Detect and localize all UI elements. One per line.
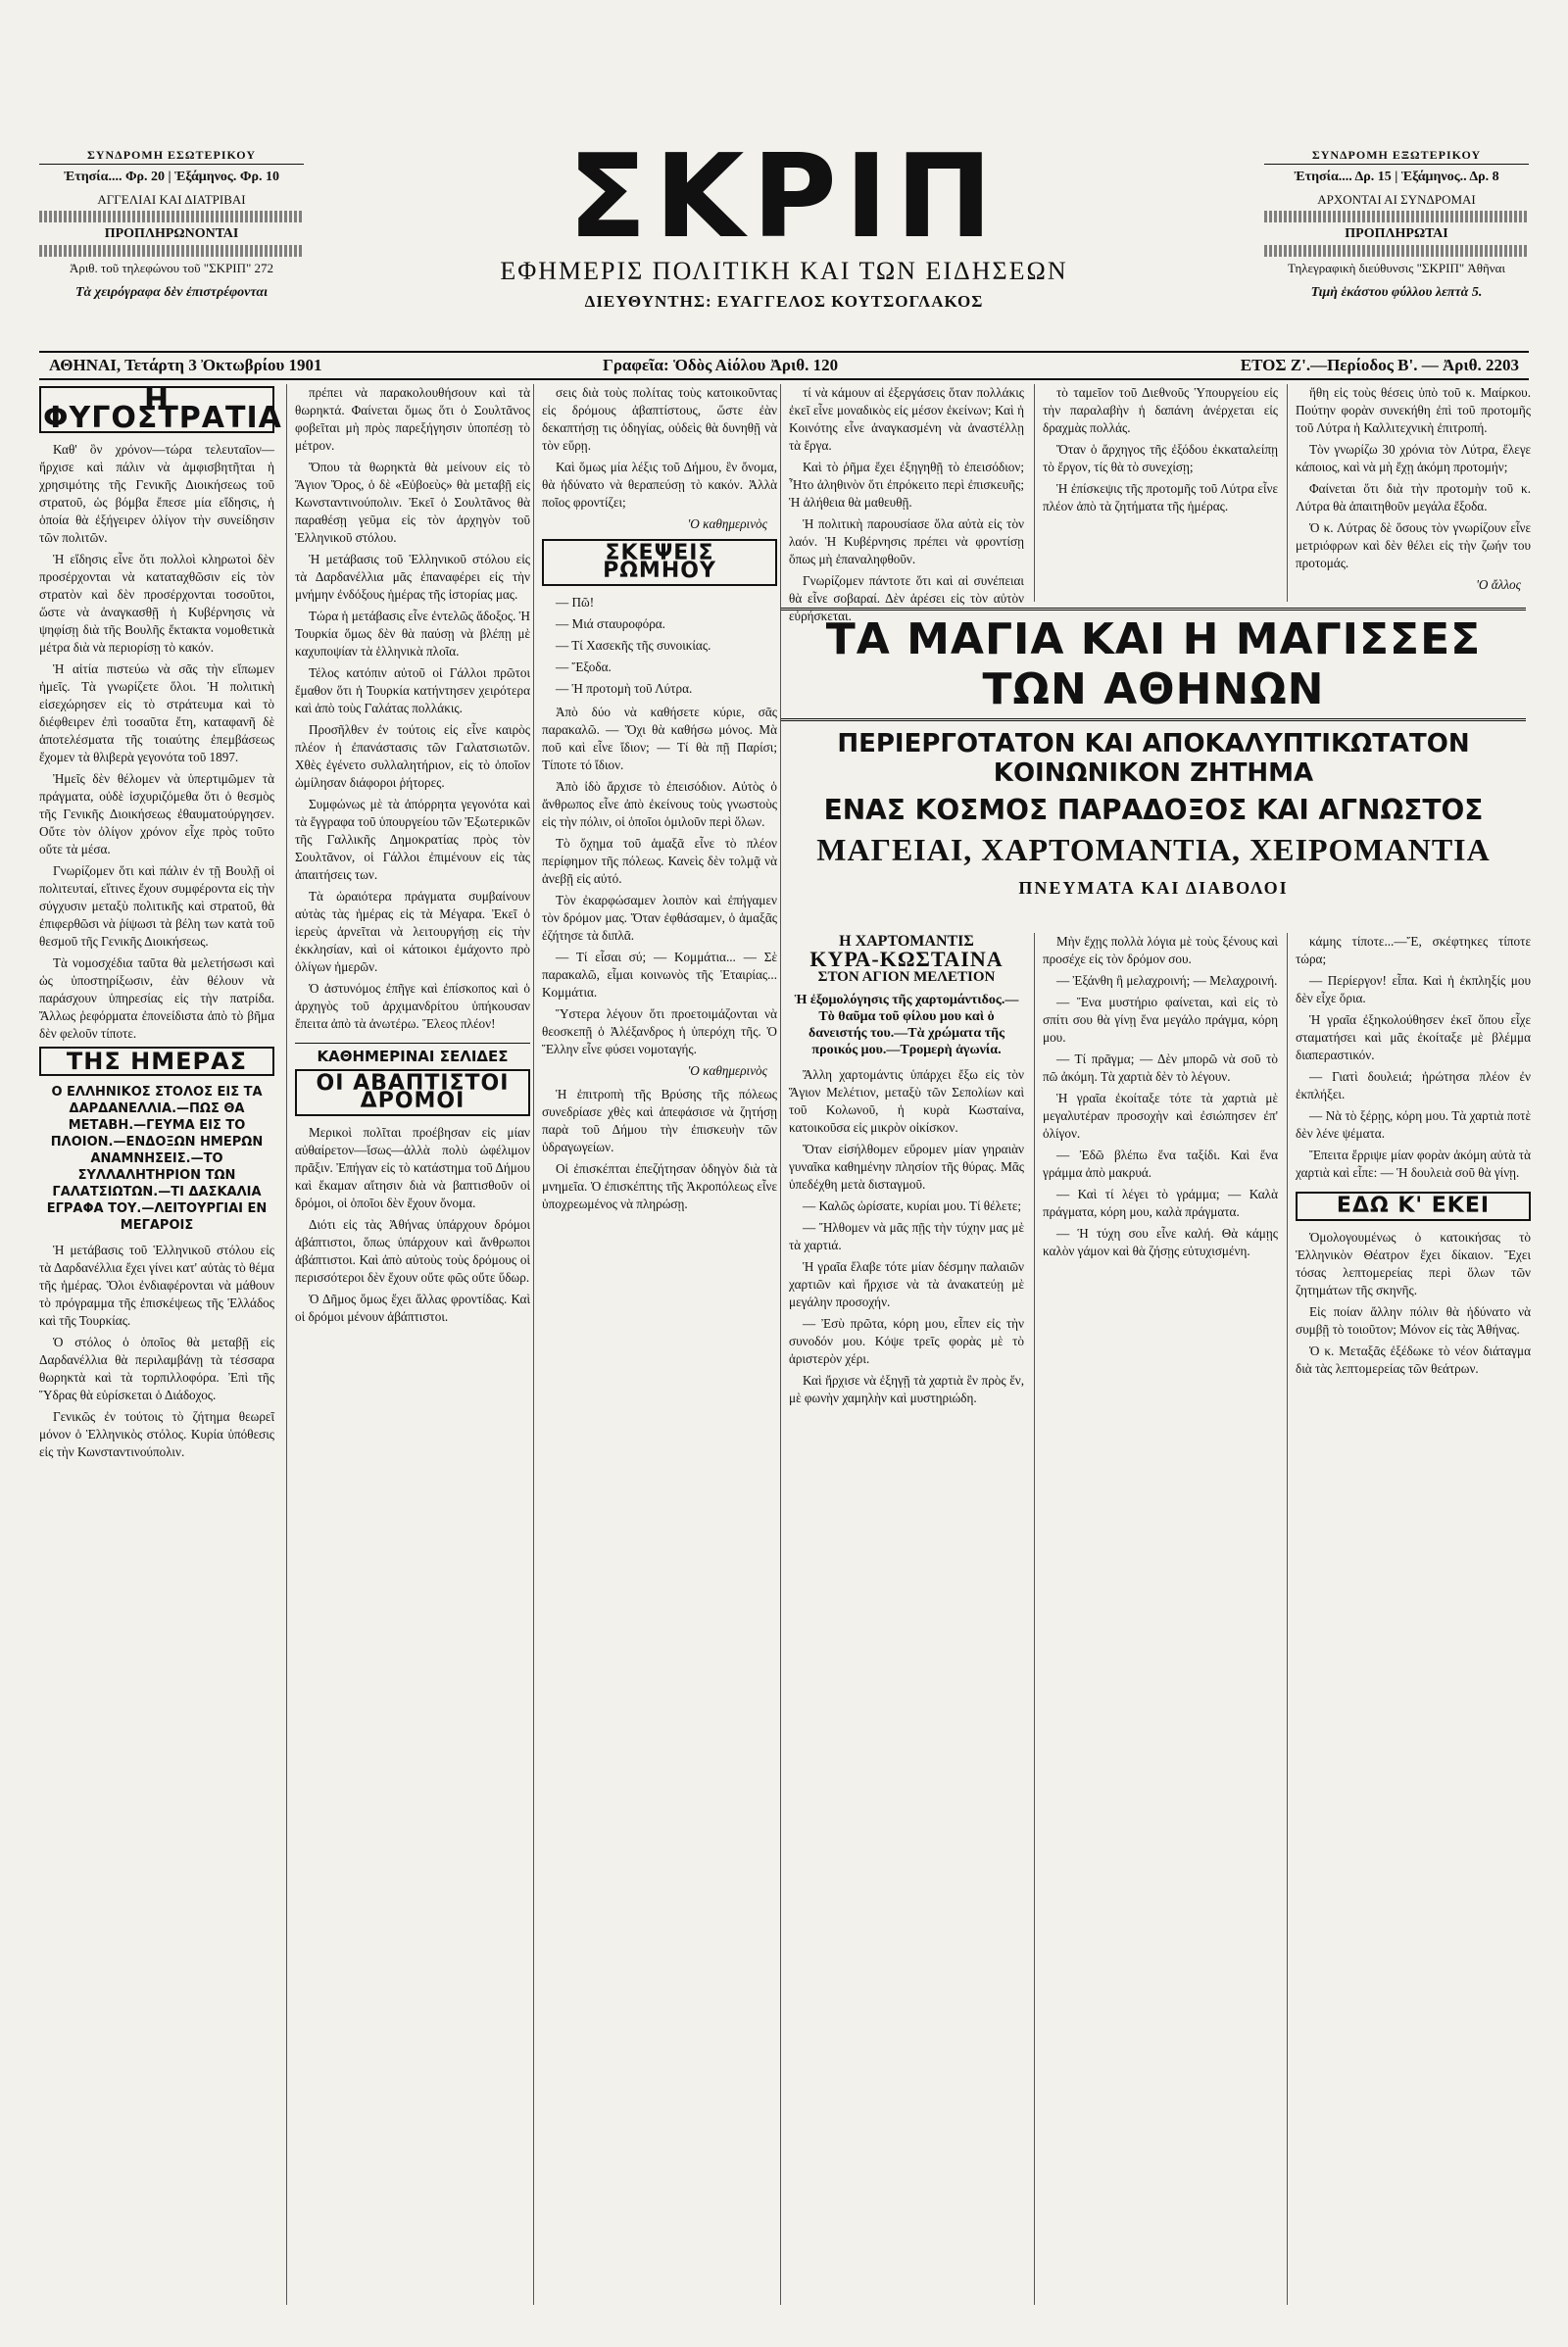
paragraph: Ἡ πολιτικὴ παρουσίασε ὅλα αὐτὰ εἰς τὸν λαόν. Ἡ Κυβέρνησις πρέπει νὰ φροντίσῃ ὅπως μὴ ἐπαναληφθοῦν. (789, 516, 1024, 566)
section-kathimerinai: ΚΑΘΗΜΕΡΙΝΑΙ ΣΕΛΙΔΕΣ (295, 1043, 530, 1065)
paragraph: Ἀπὸ δύο νὰ καθήσετε κύριε, σᾶς παρακαλῶ. — Ὄχι θὰ καθήσω μόνος. Μὰ ποῦ καὶ εἶνε ἴδιον; — Τί θὰ πῇ Παρίσι; Τίποτε τό ἴδιον. (542, 705, 777, 772)
paragraph: Καθ' ὃν χρόνον—τώρα τελευταῖον—ἤρχισε καὶ πάλιν νὰ ἀμφισβητῆται ἡ χρησιμότης τῆς Γενικῆς Διοικήσεως τοῦ στρατοῦ, ὡς βόμβα ἔπεσε μία εἴδησις, ἡ ὁποία θὰ ἐξήγειρεν ὀλίγον τὴν συνείδησιν τῶν πολιτῶν. (39, 442, 274, 545)
paragraph: Καὶ τὸ ῥῆμα ἔχει ἐξηγηθῇ τὸ ἐπεισόδιον; Ἦτο ἀληθινὸν ὅτι ἐπρόκειτο περὶ ἐπισκευῆς; Ἡ ἀλήθεια θὰ μαθευθῇ. (789, 460, 1024, 510)
column-3 (533, 384, 785, 2305)
office-address: Γραφεῖα: Ὁδὸς Αἰόλου Ἀριθ. 120 (603, 356, 839, 374)
left-ear-address: Ἀριθ. τοῦ τηλεφώνου τοῦ "ΣΚΡΙΠ" 272 (69, 261, 274, 275)
paragraph: Ἡ μετάβασις τοῦ Ἑλληνικοῦ στόλου εἰς τὰ Δαρδανέλλια μᾶς ἐπαναφέρει εἰς τὴν μνήμην ἐνδόξους ἡμέρας τῆς ἱστορίας μας. (295, 552, 530, 602)
right-ear (1264, 147, 1529, 301)
paragraph: — Νὰ τὸ ξέρῃς, κόρη μου. Τὰ χαρτιὰ ποτὲ δὲν λένε ψέματα. (1296, 1108, 1531, 1141)
paragraph: Ἠμεῖς δὲν θέλομεν νὰ ὑπερτιμῶμεν τὰ πράγματα, οὐδὲ ἰσχυριζόμεθα ὅτι ὁ θεσμὸς τῆς Γενικῆς Διοικήσεως ἐθαυματούργησεν. Οὔτε τὸν ὀλίγον χρόνον εἶχε πρὸς τοῦτο οὔτε τὰ μέσα. (39, 771, 274, 856)
paragraph: Γενικῶς ἐν τούτοις τὸ ζήτημα θεωρεῖ μόνον ὁ Ἑλληνικὸς στόλος. Κυρία ὑπόθεσις εἰς τὴν Κωνσταντινούπολιν. (39, 1409, 274, 1459)
left-ear-footer: Τὰ χειρόγραφα δὲν ἐπιστρέφονται (74, 285, 269, 300)
column-4-top (789, 384, 1024, 623)
paragraph: Ἡ γραῖα ἔλαβε τότε μίαν δέσμην παλαιῶν χαρτιῶν καὶ ἤρχισε νὰ τὰ ἀνακατεύῃ μὲ μεγάλην προσοχήν. (789, 1259, 1024, 1309)
signature: 'Ο καθημερινὸς (687, 1063, 767, 1078)
paragraph: — Τί πρᾶγμα; — Δὲν μπορῶ νὰ σοῦ τὸ πῶ ἀκόμη. Τὰ χαρτιὰ δὲν τὸ λέγουν. (1043, 1051, 1278, 1084)
feature-subtitle-2: ΕΝΑΣ ΚΟΣΜΟΣ ΠΑΡΑΔΟΞΟΣ ΚΑΙ ΑΓΝΩΣΤΟΣ (823, 794, 1484, 826)
paragraph: Διότι εἰς τὰς Ἀθήνας ὑπάρχουν δρόμοι ἀβάπτιστοι, ὅπως ὑπάρχουν καὶ ἄνθρωποι ἀβάπτιστοι. Καὶ ἀπὸ αὐτοὺς τοὺς δρόμους οἱ περισσότεροι δὲν ἔχουν οὔτε φῶς οὔτε ὕδωρ. (295, 1217, 530, 1285)
columns (39, 384, 1529, 2305)
headline-avaptistoi-dromoi: ΟΙ ΑΒΑΠΤΙΣΤΟΙ ΔΡΟΜΟΙ (295, 1069, 530, 1116)
paragraph: Ἡ μετάβασις τοῦ Ἑλληνικοῦ στόλου εἰς τὰ Δαρδανέλλια ἔχει γίνει κατ' αὐτὰς τὸ θέμα τῆς ἡμέρας. Ὅλοι ἐνδιαφέρονται νὰ μάθουν τὸ πρόγραμμα τῆς ἐπισκέψεως τῆς Ἑλλάδος καὶ τῆς Τουρκίας. (39, 1243, 274, 1328)
headline-skepseis-romiou: ΣΚΕΨΕΙΣ ΡΩΜΗΟΥ (542, 539, 777, 586)
paragraph: Ὁμολογουμένως ὁ κατοικήσας τὸ Ἑλληνικὸν Θέατρον ἔχει δίκαιον. Ἔχει τόσας λεπτομερείας περὶ ὅλων τῶν ζητημάτων τῆς σκηνῆς. (1296, 1230, 1531, 1297)
paragraph: πρέπει νὰ παρακολουθήσουν καὶ τὰ θωρηκτά. Φαίνεται ὅμως ὅτι ὁ Σουλτᾶνος φοβεῖται μὴ πρὸς παρεξήγησιν ὑποπέσῃ τὸ μέτρον. (295, 385, 530, 453)
signature: 'Ο ἄλλος (1476, 577, 1521, 592)
feature-column-2 (1034, 933, 1278, 2305)
left-ear-heading: ΣΥΝΔΡΟΜΗ ΕΣΩΤΕΡΙΚΟΥ (39, 147, 304, 165)
paragraph: — Ἐσὺ πρῶτα, κόρη μου, εἶπεν εἰς τὴν συνοδόν μου. Κόψε τρεῖς φορὰς μὲ τὸ ἀριστερὸν χέρι. (789, 1316, 1024, 1366)
headline-edo-k-ekei: ΕΔΩ Κ' ΕΚΕΙ (1296, 1192, 1531, 1221)
right-ear-notice2: ΠΡΟΠΛΗΡΩΤΑΙ (1345, 226, 1448, 241)
dateline (39, 351, 1529, 380)
headline-fygostratia: Η ΦΥΓΟΣΤΡΑΤΙΑ (39, 386, 274, 433)
paragraph: Τὸν γνωρίζω 30 χρόνια τὸν Λύτρα, ἔλεγε κάποιος, καὶ νὰ μὴ ἔχῃ ἀκόμη προτομήν; (1296, 442, 1531, 474)
paragraph: Ἀπὸ ἰδὸ ἄρχισε τὸ ἐπεισόδιον. Αὐτὸς ὁ ἄνθρωπος εἶνε ἀπὸ ἐκείνους τοὺς γνωστοὺς εἰς τὴν πόλιν, οἱ ὁποῖοι ὁμιλοῦν περὶ ὅλων. (542, 779, 777, 829)
paragraph: Καὶ ἤρχισε νὰ ἐξηγῇ τὰ χαρτιὰ ἓν πρὸς ἕν, μὲ φωνὴν χαμηλὴν καὶ μυστηριώδη. (789, 1373, 1024, 1405)
paragraph: Εἰς ποίαν ἄλλην πόλιν θὰ ἠδύνατο νὰ συμβῇ τὸ τοιοῦτον; Μόνον εἰς τὰς Ἀθήνας. (1296, 1304, 1531, 1337)
right-ear-notice1: ΑΡΧΟΝΤΑΙ ΑΙ ΣΥΝΔΡΟΜΑΙ (1317, 192, 1476, 207)
paragraph: Μὴν ἔχῃς πολλὰ λόγια μὲ τοὺς ξένους καὶ προσέχε εἰς τὸν δρόμον σου. (1043, 934, 1278, 966)
paragraph: τὸ ταμεῖον τοῦ Διεθνοῦς Ὑπουργείου εἰς τὴν παραλαβὴν ἡ δαπάνη ἀνέρχεται εἰς δραχμὰς πολλάς. (1043, 385, 1278, 435)
paragraph: Ὕστερα λέγουν ὅτι προετοιμάζονται νὰ θεοσκεπῇ ὁ Ἀλέξανδρος ἡ ὑπερόχη τῆς. Ὁ Ἕλλην εἶνε φύσει νομοταγής. (542, 1006, 777, 1056)
paragraph: Προσῆλθεν ἐν τούτοις εἰς εἶνε καιρὸς πλέον ἡ ἐπανάστασις τῶν Γαλατσιωτῶν. Χθὲς ἐγένετο συλλαλητήριον, εἰς τὸ ὁποῖον ὡμίλησαν διάφοροι ῥήτορες. (295, 722, 530, 790)
paragraph: Ὁ κ. Μεταξᾶς ἐξέδωκε τὸ νέον διάταγμα διὰ τὰς λεπτομερείας τῶν θεάτρων. (1296, 1344, 1531, 1376)
right-ear-fineprint2 (1264, 245, 1529, 257)
paragraph: σεις διὰ τοὺς πολίτας τοὺς κατοικοῦντας εἰς δρόμους ἀβαπτίστους, ὥστε ἐὰν δεκαπτήσῃ τις ὁδηγίας, οὐδεὶς θὰ δυνηθῇ νὰ τὸν εὕρῃ. (542, 385, 777, 453)
dialogue-line: — Μιά σταυροφόρα. (556, 616, 665, 631)
section-deck: Ο ΕΛΛΗΝΙΚΟΣ ΣΤΟΛΟΣ ΕΙΣ ΤΑ ΔΑΡΔΑΝΕΛΛΙΑ.—ΠΩΣ ΘΑ ΜΕΤΑΒΗ.—ΓΕΥΜΑ ΕΙΣ ΤΟ ΠΛΟΙΟΝ.—ΕΝΔΟΞΩΝ ΗΜΕΡΩΝ ΑΝΑΜΝΗΣΕΙΣ.—ΤΟ ΣΥΛΛΑΛΗΤΗΡΙΟΝ ΤΩΝ ΓΑΛΑΤΣΙΩΤΩΝ.—ΤΙ ΔΑΣΚΑΛΙΑ ΕΓΡΑΦΑ ΤΟΥ.—ΛΕΙΤΟΥΡΓΙΑΙ ΕΝ ΜΕΓΑΡΟΙΣ (46, 1085, 268, 1233)
dialogue-line: — Πῶ! (556, 595, 595, 610)
feature-subtitle-3: ΜΑΓΕΙΑΙ, ΧΑΡΤΟΜΑΝΤΙΑ, ΧΕΙΡΟΜΑΝΤΙΑ (816, 832, 1491, 867)
feature-banner (781, 608, 1526, 899)
right-ear-fineprint (1264, 211, 1529, 222)
paragraph: Ὅταν εἰσήλθομεν εὕρομεν μίαν γηραιὰν γυναῖκα καθημένην πλησίον τῆς θύρας. Μᾶς ὑπεδέχθη μετὰ δισταγμοῦ. (789, 1142, 1024, 1192)
paragraph: Καὶ ὅμως μία λέξις τοῦ Δήμου, ἓν ὄνομα, θὰ ἠδύνατο νὰ θεραπεύσῃ τὸ κακόν. Ἀλλὰ ποῖος φροντίζει; (542, 460, 777, 510)
paragraph: Ὁ κ. Λύτρας δὲ ὅσους τὸν γνωρίζουν εἶνε μετριόφρων καὶ δὲν θέλει εἰς τὴν ζωήν του προτομάς. (1296, 520, 1531, 570)
paragraph: — Καὶ τί λέγει τὸ γράμμα; — Καλὰ πράγματα, κόρη μου, καλὰ πράγματα. (1043, 1187, 1278, 1219)
dialogue-line: — Ἡ προτομὴ τοῦ Λύτρα. (556, 681, 693, 696)
paragraph: — Ἡ τύχη σου εἶνε καλή. Θὰ κάμῃς καλὸν γάμον καὶ θὰ ζήσῃς εὐτυχισμένη. (1043, 1226, 1278, 1258)
column-2 (286, 384, 538, 2305)
paragraph: Ἡ εἴδησις εἶνε ὅτι πολλοὶ κληρωτοὶ δὲν προσέρχονται νὰ καταταχθῶσιν εἰς τὸν στρατὸν καὶ δὲν προσέρχονται τοσοῦτοι, ὥστε νὰ ἀναγκασθῇ ἡ Κυβέρνησις νὰ ψηφίσῃ διὰ τῆς Βουλῆς ἔκτακτα νομοθετικὰ μέτρα διὰ νὰ περιορίσῃ τὸ κακόν. (39, 552, 274, 655)
paragraph: — Καλῶς ὡρίσατε, κυρίαι μου. Τί θέλετε; (803, 1198, 1022, 1213)
paragraph: — Ἐξάνθη ἢ μελαχροινή; — Μελαχροινή. (1056, 973, 1278, 988)
left-ear (39, 147, 304, 301)
paragraph: Ὁ ἀστυνόμος ἐπῆγε καὶ ἐπίσκοπος καὶ ὁ ἀρχηγὸς τοῦ ἀρχιμανδρίτου ὑπήκουσαν ἔπειτα ἀπὸ τὰ ἀνωτέρω. Ἔλεος πλέον! (295, 981, 530, 1031)
column-5-top (1034, 384, 1278, 602)
paragraph: — Ἤλθομεν νὰ μᾶς πῇς τὴν τύχην μας μὲ τὰ χαρτιά. (789, 1220, 1024, 1252)
paragraph: Συμφώνως μὲ τὰ ἀπόρρητα γεγονότα καὶ τὰ ἔγγραφα τοῦ ὑπουργείου τῶν Ἐξωτερικῶν τῆς Γαλλικῆς Δημοκρατίας πρὸς τὸν Σουλτᾶνον, οἱ Γάλλοι ἐπιμένουν εἰς τὰς ἀπαιτήσεις των. (295, 797, 530, 882)
paragraph: — Περίεργον! εἶπα. Καὶ ἡ ἐκπληξίς μου δὲν εἶχε ὅρια. (1296, 973, 1531, 1005)
paragraph: Ἡ ἐπίσκεψις τῆς προτομῆς τοῦ Λύτρα εἶνε πλέον ἀπὸ τὰ ζητήματα τῆς ἡμέρας. (1043, 481, 1278, 513)
feature-title: ΤΑ ΜΑΓΙΑ ΚΑΙ Η ΜΑΓΙΣΣΕΣ ΤΩΝ ΑΘΗΝΩΝ (781, 608, 1526, 721)
paragraph: — Ἐδῶ βλέπω ἕνα ταξίδι. Καὶ ἕνα γράμμα ἀπὸ μακρυά. (1043, 1148, 1278, 1180)
paragraph: Ἡ αἰτία πιστεύω νὰ σᾶς τὴν εἴπωμεν ἠμεῖς. Τὰ γνωρίζετε ὅλοι. Ἡ πολιτικὴ εἰσεχώρησεν εἰς τὸ στράτευμα καὶ τὸ διέφθειρεν ἐπὶ τοσαῦτα ἔτη, καταφανῆ δὲ ἀποτελέσματα τῆς τοιαύτης ἐπεμβάσεως ἔχομεν τὰ θλιβερὰ γεγονότα τοῦ 1897. (39, 661, 274, 764)
director-line: ΔΙΕΥΘΥΝΤΗΣ: ΕΥΑΓΓΕΛΟΣ ΚΟΥΤΣΟΓΛΑΚΟΣ (584, 292, 984, 311)
right-ear-footer: Τιμὴ ἑκάστου φύλλου λεπτὰ 5. (1310, 285, 1483, 300)
feature-h2: ΚΥΡΑ-ΚΩΣΤΑΙΝΑ (809, 947, 1004, 971)
paragraph: Ἡ ἐπιτροπὴ τῆς Βρύσης τῆς πόλεως συνεδρίασε χθὲς καὶ ἀπεφάσισε νὰ ζητήσῃ παρὰ τοῦ Δήμου τὴν ἐπισκευὴν τῶν ὑδραγωγείων. (542, 1087, 777, 1154)
paragraph: Ὁ στόλος ὁ ὁποῖος θὰ μεταβῇ εἰς Δαρδανέλλια θὰ περιλαμβάνῃ τὰ τέσσαρα θωρηκτὰ καὶ τὰ τορπιλλοφόρα. Ἐπὶ τῆς Ὕδρας θὰ εὑρίσκεται ὁ Διάδοχος. (39, 1335, 274, 1402)
section-tis-imeras: ΤΗΣ ΗΜΕΡΑΣ (39, 1047, 274, 1076)
paragraph: Ἡ γραῖα ἐκοίταξε τότε τὰ χαρτιὰ μὲ μεγαλυτέραν προσοχὴν καὶ ἐσιώπησεν ἐπ' ὀλίγον. (1043, 1091, 1278, 1141)
paragraph: τί νὰ κάμουν αἱ ἐξεργάσεις ὅταν πολλάκις ἐκεῖ εἶνε μοναδικὸς εἰς μέσον ἐκείνων; Καὶ ἡ Κοινότης εἶνε ἀναγκασμένη νὰ ἀναστέλλῃ τὰ ἔργα. (789, 385, 1024, 453)
left-ear-fineprint2 (39, 245, 304, 257)
paragraph: Τὰ ὡραιότερα πράγματα συμβαίνουν αὐτὰς τὰς ἡμέρας εἰς τὰ Μέγαρα. Ἐκεῖ ὁ ἱερεὺς ἀρνεῖται νὰ λειτουργήσῃ εἰς τὴν ἐκκλησίαν, καὶ οἱ κάτοικοι ἐμάχοντο πρὸ ὀλίγων ἡμερῶν. (295, 889, 530, 974)
feature-subtitle-4: ΠΝΕΥΜΑΤΑ ΚΑΙ ΔΙΑΒΟΛΟΙ (1018, 878, 1289, 898)
paragraph: Τὸν ἐκαρφώσαμεν λοιπὸν καὶ ἐπήγαμεν τὸν δρόμον μας. Ὅταν ἐφθάσαμεν, ὁ ἁμαξᾶς ἐζήτησε τὰ διπλᾶ. (542, 893, 777, 943)
paragraph: Ὅταν ὁ ἄρχηγος τῆς ἐξόδου ἐκκαταλείπῃ τὸ ἔργον, τίς θὰ τὸ συνεχίσῃ; (1043, 442, 1278, 474)
issue-date: ΑΘΗΝΑΙ, Τετάρτη 3 Ὀκτωβρίου 1901 (49, 356, 322, 374)
signature: 'Ο καθημερινὸς (687, 516, 767, 531)
paragraph: Ἄλλη χαρτομάντις ὑπάρχει ἔξω εἰς τὸν Ἅγιον Μελέτιον, μεταξὺ τῶν Σεπολίων καὶ τοῦ Κολωνοῦ, ἡ κυρὰ Κωσταίνα, κατοικοῦσα εἰς μικρὸν οἰκίσκον. (789, 1067, 1024, 1135)
left-ear-fineprint (39, 211, 304, 222)
newspaper-subtitle: ΕΦΗΜΕΡΙΣ ΠΟΛΙΤΙΚΗ ΚΑΙ ΤΩΝ ΕΙΔΗΣΕΩΝ (500, 257, 1068, 285)
paragraph: Γνωρίζομεν ὅτι καὶ πάλιν ἐν τῇ Βουλῇ οἱ πολιτευταί, εἴτινες ἔχουν συμφέροντα εἰς τὴν σύγχυσιν μεταξὺ πολιτικῆς καὶ στρατοῦ, θὰ ἐπιφερθῶσι νὰ ῥίψωσι τὰ βέλη των κατὰ τοῦ θεσμοῦ τῆς Γενικῆς Διοικήσεως. (39, 863, 274, 949)
paragraph: Γνωρίζομεν πάντοτε ὅτι καὶ αἱ συνέπειαι θὰ εἶνε σοβαραί. Δὲν ἀρέσει εἰς τὸν αὐτὸν εὐρήσκεται. (789, 573, 1024, 623)
masthead (39, 128, 1529, 343)
paragraph: κάμης τίποτε...—Ἔ, σκέφτηκες τίποτε τώρα; (1296, 934, 1531, 966)
paragraph: Τὰ νομοσχέδια ταῦτα θὰ μελετήσωσι καὶ ὡς ὑποστηρίξωσιν, ἐὰν θέλουν νὰ παράσχουν ὑπηρεσίας εἰς τὴν πατρίδα. Ἄλλως ῥεφόρματα ἐπονείδιστα ἀπὸ τὸ βῆμα δὲν φελοῦν τίποτε. (39, 955, 274, 1041)
dialogue-line: — Τί Χασεκῆς τῆς συνοικίας. (556, 638, 711, 653)
paragraph: Τὸ ὄχημα τοῦ ἁμαξᾶ εἶνε τὸ πλέον περίφημον τῆς πόλεως. Κανεὶς δὲν τολμᾷ νὰ ἀνεβῇ εἰς αὐτό. (542, 836, 777, 886)
paragraph: Τέλος κατόπιν αὐτοῦ οἱ Γάλλοι πρῶτοι ἔμαθον ὅτι ἡ Τουρκία κατήντησεν χειρότερα καὶ ἀπὸ τοὺς Γαλάτας πολλάκις. (295, 665, 530, 715)
left-ear-price: Ἐτησία.... Φρ. 20 | Ἑξάμηνος. Φρ. 10 (64, 170, 279, 184)
feature-subtitle-1: ΠΕΡΙΕΡΓΟΤΑΤΟΝ ΚΑΙ ΑΠΟΚΑΛΥΠΤΙΚΩΤΑΤΟΝ ΚΟΙΝΩΝΙΚΟΝ ΖΗΤΗΜΑ (837, 729, 1470, 788)
paragraph: Τώρα ἡ μετάβασις εἶνε ἐντελῶς ἄδοξος. Ἡ Τουρκία ὅμως δὲν θὰ παύσῃ νὰ βλέπῃ μὲ καχυποψίαν τὰ ἑλληνικὰ πλοῖα. (295, 609, 530, 659)
logo-block (461, 128, 1107, 312)
right-ear-price: Ἐτησία.... Δρ. 15 | Ἑξάμηνος.. Δρ. 8 (1294, 170, 1499, 184)
feature-column-1 (789, 933, 1024, 2305)
right-ear-heading: ΣΥΝΔΡΟΜΗ ΕΞΩΤΕΡΙΚΟΥ (1264, 147, 1529, 165)
feature-h3: ΣΤΟΝ ΑΓΙΟΝ ΜΕΛΕΤΙΟΝ (817, 969, 996, 985)
issue-number: ΕΤΟΣ Ζ'.—Περίοδος Β'. — Ἀριθ. 2203 (1240, 356, 1519, 374)
paragraph: Ὅπου τὰ θωρηκτὰ θὰ μείνουν εἰς τὸ Ἅγιον Ὄρος, ὁ δὲ «Εὐβοεὺς» θὰ μεταβῇ εἰς Κωνσταντινούπολιν. Ἐκεῖ ὁ Σουλτᾶνος θὰ παραθέσῃ γεῦμα εἰς τὸν ἀρχηγὸν τοῦ Ἑλληνικοῦ στόλου. (295, 460, 530, 545)
paragraph: — Γιατὶ δουλειά; ἠρώτησα πλέον ἐν ἐκπλήξει. (1296, 1069, 1531, 1101)
paragraph: ἤθη εἰς τοὺς θέσεις ὑπὸ τοῦ κ. Μαίρκου. Πούτην φορὰν συνεκήθη ἐπὶ τοῦ προτομῆς τοῦ Λύτρα ἡ Καλλιτεχνικὴ ἐπιτροπή. (1296, 385, 1531, 435)
right-ear-address: Τηλεγραφικὴ διεύθυνσις "ΣΚΡΙΠ" Ἀθῆναι (1288, 261, 1505, 275)
paragraph: Ὁ Δῆμος ὅμως ἔχει ἄλλας φροντίδας. Καὶ οἱ δρόμοι μένουν ἀβάπτιστοι. (295, 1292, 530, 1324)
newspaper-title: ΣΚΡΙΠ (567, 128, 1001, 264)
paragraph: Ἔπειτα ἔρριψε μίαν φορὰν ἀκόμη αὐτὰ τὰ χαρτιὰ καὶ εἶπε: — Ἡ δουλειὰ σοῦ θὰ γίνῃ. (1296, 1148, 1531, 1180)
feature-h4: Ἡ ἐξομολόγησις τῆς χαρτομάντιδος.—Τὸ θαῦμα τοῦ φίλου μου καὶ ὁ δανειστής του.—Τὰ χρώματα τῆς προικός μου.—Τρομερὴ ἀγωνία. (794, 993, 1019, 1057)
feature-h1: Η ΧΑΡΤΟΜΑΝΤΙΣ (839, 933, 974, 950)
paragraph: — Ἕνα μυστήριο φαίνεται, καὶ εἰς τὸ σπίτι σου θὰ γίνῃ ἕνα μεγάλο πράγμα, κόρη μου. (1043, 995, 1278, 1045)
paragraph: Ἡ γραῖα ἐξηκολούθησεν ἐκεῖ ὅπου εἶχε σταματήσει καὶ μᾶς ἐκοίταξε μὲ βλέμμα διαπεραστικόν. (1296, 1012, 1531, 1062)
paragraph: Μερικοὶ πολῖται προέβησαν εἰς μίαν αὐθαίρετον—ἴσως—ἀλλὰ πολὺ ὠφέλιμον πρᾶξιν. Ἐπήγαν εἰς τὸ κατάστημα τοῦ Δήμου καὶ ἔκαμαν αἴτησιν διὰ νὰ βαπτισθοῦν οἱ δρόμοι, οἱ ὁποῖοι δὲν ἔχουν ὄνομα. (295, 1125, 530, 1210)
paragraph: Οἱ ἐπισκέπται ἐπεζήτησαν ὁδηγὸν διὰ τὰ μνημεῖα. Ὁ ἐπισκέπτης τῆς Ἀκροπόλεως εἶνε ὑποχρεωμένος νὰ πληρώσῃ. (542, 1161, 777, 1211)
paragraph: — Τί εἶσαι σύ; — Κομμάτια... — Σὲ παρακαλῶ, εἶμαι κοινωνὸς τῆς Ἑταιρίας... Κομμάτια. (542, 950, 777, 1000)
dialogue-line: — Ἔξοδα. (556, 660, 612, 674)
left-ear-notice1: ΑΓΓΕΛΙΑΙ ΚΑΙ ΔΙΑΤΡΙΒΑΙ (97, 192, 246, 207)
column-6-top (1287, 384, 1531, 602)
paragraph: Φαίνεται ὅτι διὰ τὴν προτομὴν τοῦ κ. Λύτρα θὰ ἀπαιτηθοῦν μεγάλα ἔξοδα. (1296, 481, 1531, 513)
column-1 (39, 384, 282, 2305)
feature-column-3 (1287, 933, 1531, 2305)
left-ear-notice2: ΠΡΟΠΛΗΡΩΝΟΝΤΑΙ (104, 226, 239, 241)
right-half (780, 384, 1530, 2305)
